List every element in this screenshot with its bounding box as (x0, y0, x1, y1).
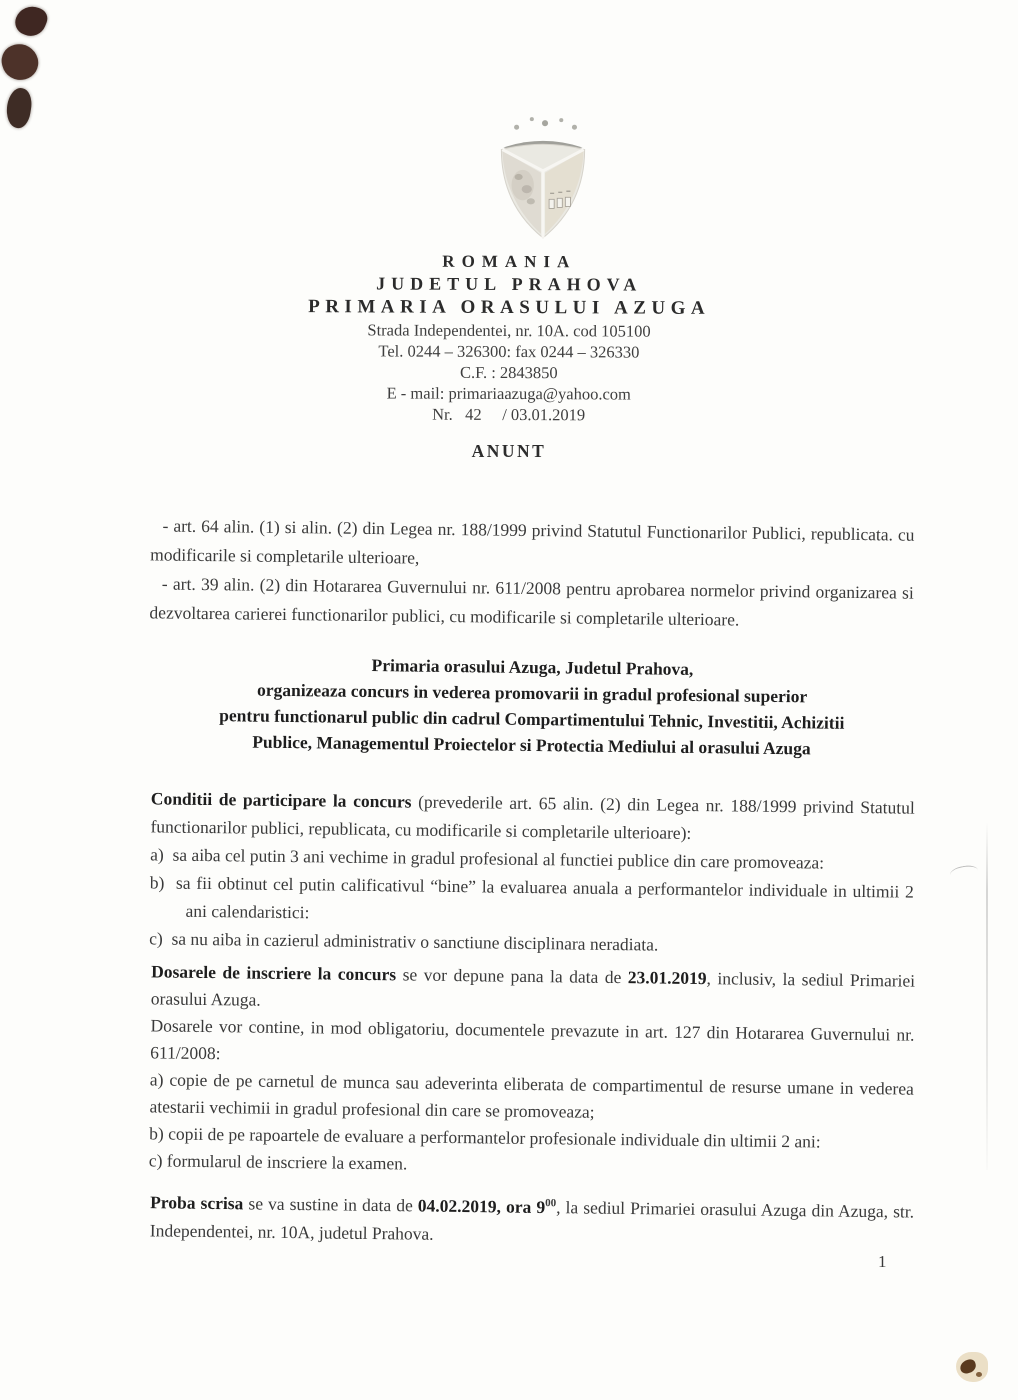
legal-basis-item: - art. 39 alin. (2) din Hotararea Guvernului nr. 611/2008 pentru aprobarea normelor privind organizarea si dezvoltarea carierei functionarilor publici, cu modificarile si completarile ulterioare. (149, 573, 914, 630)
participation-conditions-section (149, 784, 915, 961)
written-test-section (150, 1184, 915, 1253)
coat-of-arms-logo (486, 112, 600, 246)
written-test-lead-bold: Proba scrisa (150, 1192, 244, 1214)
written-test-mid: se va sustine in data de (243, 1193, 418, 1216)
dossier-intro-end: , inclusiv, la sediul Primariei orasului Azuga. (150, 968, 916, 1010)
written-test-end: , la sediul Primariei orasului Azuga din Azuga, str. Independentei, nr. 10A, judetul Prahova. (149, 1197, 915, 1244)
stain-mark (950, 1348, 994, 1388)
dossier-intro (151, 958, 916, 1021)
legal-basis-item: - art. 64 alin. (1) si alin. (2) din Legea nr. 188/1999 privind Statutul Functionarilor Publici, republicata. cu modificarile si completarile ulterioare, (150, 515, 915, 568)
announcement-line: organizeaza concurs in vederea promovarii in gradul profesional superior (256, 679, 808, 707)
page-title: ANUNT (471, 441, 547, 461)
condition-item-a: a) sa aiba cel putin 3 ani vechime in gradul profesional al functiei publice din care promoveaza: (150, 844, 825, 873)
conditions-heading-rest: (prevederile art. 65 alin. (2) din Legea nr. 188/1999 privind Statutul functionarilor publici, republicata, cu modificarile si completarile ulterioare): (150, 791, 915, 843)
letterhead-fiscal-code: C.F. : 2843850 (459, 362, 558, 383)
page-number: 1 (878, 1252, 887, 1271)
legal-basis-section (149, 511, 914, 636)
pencil-mark (949, 864, 979, 882)
dossier-document-a: a) copie de pe carnetul de munca sau adeverinta eliberata de compartimentul de resurse umane in vederea atestarii vechimii in gradul profesional din care se promoveaza; (149, 1069, 914, 1122)
letterhead (0, 248, 1018, 427)
conditions-heading-bold: Conditii de participare la concurs (150, 788, 412, 812)
dossier-deadline: 23.01.2019 (627, 967, 707, 989)
stain-dot (976, 1372, 982, 1377)
dossier-document-c: c) formularul de inscriere la examen. (148, 1150, 408, 1174)
written-test-paragraph (150, 1184, 915, 1253)
letterhead-country: ROMANIA (442, 251, 577, 272)
letterhead-county: JUDETUL PRAHOVA (376, 273, 643, 295)
scan-fold-line (986, 822, 988, 1170)
condition-item-b: b) sa fii obtinut cel putin calificativul “bine” la evaluarea anuala a performantelor individuale in ultimii 2 ani calendaristici: (149, 872, 914, 923)
ink-blob-artifact (11, 1, 50, 40)
letterhead-address: Strada Independentei, nr. 10A. cod 105100 (367, 320, 651, 341)
written-test-hour-superscript: 00 (545, 1197, 557, 1210)
ink-blob-artifact (4, 86, 34, 129)
dossier-document-b: b) copii de pe rapoartele de evaluare a performantelor profesionale individuale din ultimii 2 ani: (149, 1123, 821, 1152)
condition-item-c: c) sa nu aiba in cazierul administrativ o sanctiune disciplinara neradiata. (149, 928, 659, 955)
conditions-heading (150, 784, 915, 849)
dossier-intro-mid: se vor depune pana la data de (396, 964, 628, 988)
letterhead-phone: Tel. 0244 – 326300: fax 0244 – 326330 (378, 341, 640, 362)
dossier-intro-bold: Dosarele de inscriere la concurs (151, 961, 397, 985)
written-test-date-bold: 04.02.2019, ora 9 (417, 1195, 546, 1217)
letterhead-institution: PRIMARIA ORASULUI AZUGA (308, 296, 711, 319)
ink-blob-artifact (0, 40, 42, 84)
announcement-line: pentru functionarul public din cadrul Compartimentului Tehnic, Investitii, Achizitii (219, 705, 845, 733)
announcement-heading (149, 649, 914, 762)
dossier-note: Dosarele vor contine, in mod obligatoriu, documentele prevazute in art. 127 din Hotararea Guvernului nr. 611/2008: (150, 1015, 915, 1064)
application-dossier-section (149, 958, 916, 1183)
letterhead-email: E - mail: primariaazuga@yahoo.com (386, 383, 631, 404)
announcement-line: Publice, Managementul Proiectelor si Protectia Mediului al orasului Azuga (252, 731, 811, 759)
announcement-line: Primaria orasului Azuga, Judetul Prahova, (371, 655, 694, 679)
registration-number: Nr. 42 / 03.01.2019 (432, 404, 586, 425)
